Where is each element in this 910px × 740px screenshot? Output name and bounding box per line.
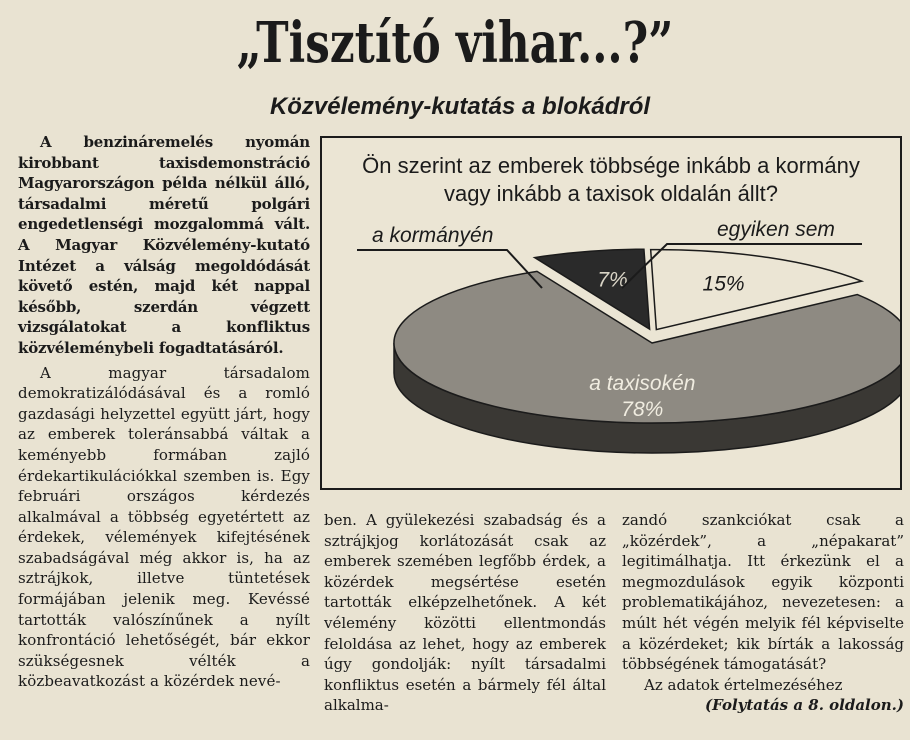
pie-value-label: 78% — [621, 397, 664, 421]
chart-title-line-1: Ön szerint az emberek többsége inkább a kormány — [362, 153, 860, 178]
chart-title-line-2: vagy inkább a taxisok oldalán állt? — [444, 181, 778, 206]
body-paragraph: zandó szankciókat csak a „közérdek”, a „népakarat” legitimálhatja. Itt érkezünk el a megmozdulások egyik központi problematikájához, nevezetesen: a múlt hét végén melyik fél képviselte a közérdeket; kik bírták a lakosság többségének támogatását? — [622, 511, 904, 674]
body-paragraph: Az adatok értelmezéséhez — [644, 675, 843, 694]
pie-category-label: egyiken sem — [717, 218, 835, 241]
lead-paragraph: A benzináremelés nyomán kirobbant taxisdemonstráció Magyarországon példa nélkül álló, társadalmi méretű polgári engedetlenségi mozgalommá vált. A Magyar Közvélemény-kutató Intézet a válság megoldódását követő estén, majd két nappal később, szerdán végzett vizsgálatokat a konfliktus közvéleménybeli fogadtatásáról. — [18, 133, 310, 357]
pie-category-label: a taxisokén — [589, 371, 696, 395]
pie-chart — [322, 138, 900, 488]
article-column-3 — [622, 510, 904, 716]
subheadline: Közvélemény-kutatás a blokádról — [269, 93, 651, 120]
poll-chart — [320, 136, 902, 490]
pie-category-label: a kormányén — [372, 224, 494, 247]
pie-value-label: 7% — [597, 268, 628, 292]
body-paragraph: ben. A gyülekezési szabadság és a sztrájkjog korlátozását csak az emberek szemében legfőbb érdek, a közérdek megsértése esetén tartották elképzelhetőnek. A két vélemény közötti ellentmondás feloldása az lehet, hogy az emberek úgy gondolják: nyílt társadalmi konfliktus esetén a bármely fél által alkalma- — [324, 511, 606, 715]
body-paragraph: A magyar társadalom demokratizálódásával és a romló gazdasági helyzettel együtt járt, hogy az emberek toleránsabbá váltak a keményebb formában zajló érdekartikulációkkal szemben is. Egy februári országos kérdezés alkalmával a többség egyetértett az érdekek, vélemények kifejtésének szabadságával még akkor is, ha az sztrájkok, illetve tüntetések formájában jelenik meg. Kevéssé tartották valószínűnek a nyílt konfrontáció lehetőségét, bár ekkor szükségesnek vélték a közbeavatkozást a közérdek nevé- — [18, 363, 310, 691]
pie-value-label: 15% — [702, 272, 745, 296]
headline: „Tisztító vihar...?” — [236, 10, 674, 76]
article-column-1 — [18, 132, 310, 692]
article-column-2 — [324, 510, 606, 716]
continued-note: (Folytatás a 8. oldalon.) — [705, 696, 904, 715]
